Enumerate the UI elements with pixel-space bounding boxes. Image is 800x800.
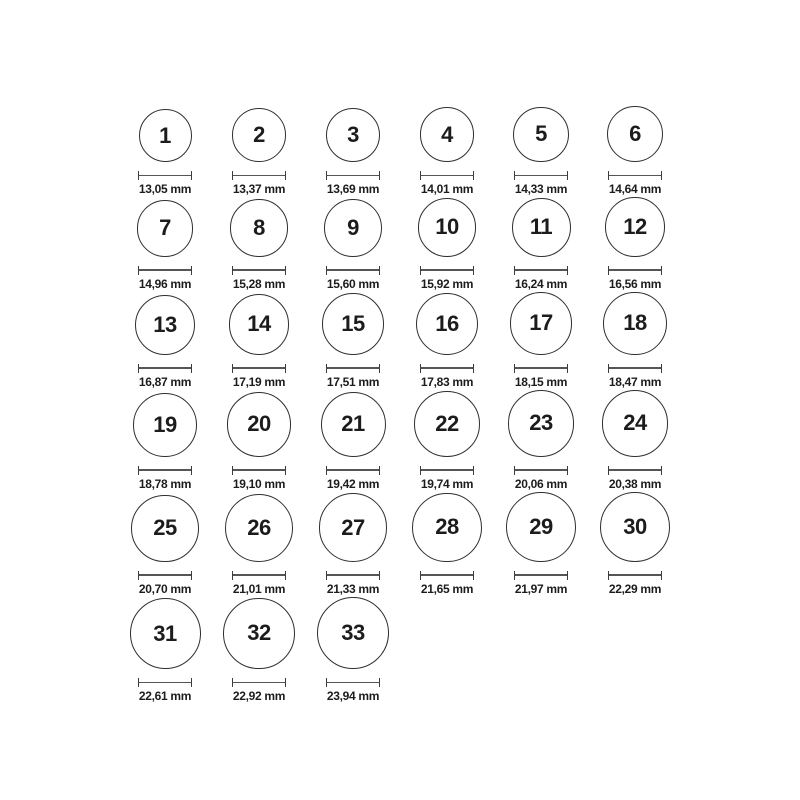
ring-size-cell (306, 392, 400, 492)
ring-diameter-label: 20,70 mm (138, 581, 192, 596)
ring-diameter-label: 22,61 mm (138, 689, 192, 704)
ring-circle (135, 295, 195, 355)
ring-circle (229, 294, 290, 355)
ring-diameter-label: 17,19 mm (232, 374, 286, 389)
ring-size-cell (494, 292, 588, 390)
ring-diameter-label: 14,64 mm (608, 182, 662, 196)
ring-size-number: 26 (247, 514, 271, 540)
ring-size-row (118, 292, 682, 390)
ring-circle (319, 493, 388, 562)
diameter-dimension-line (608, 466, 662, 475)
ring-diameter-label: 13,05 mm (138, 182, 192, 196)
ring-size-cell (494, 107, 588, 197)
diameter-dimension-line (138, 364, 192, 373)
diameter-dimension-line (420, 266, 474, 275)
ring-diameter-label: 13,69 mm (326, 182, 380, 196)
ring-size-number: 14 (247, 311, 271, 337)
ring-size-cell (118, 109, 212, 197)
ring-size-row (118, 492, 682, 597)
ring-circle (510, 292, 573, 355)
ring-diameter-label: 17,83 mm (420, 374, 474, 389)
ring-size-cell (118, 295, 212, 390)
diameter-dimension-line (514, 171, 568, 180)
ring-size-cell (212, 294, 306, 390)
ring-circle (414, 391, 480, 457)
ring-size-cell (306, 597, 400, 704)
ring-size-number: 27 (341, 514, 365, 540)
diameter-dimension-line (608, 171, 662, 180)
diameter-dimension-line (138, 171, 192, 180)
ring-size-row (118, 597, 682, 704)
diameter-dimension-line (608, 364, 662, 373)
diameter-dimension-line (420, 571, 474, 580)
ring-size-number: 20 (247, 411, 271, 437)
ring-circle (420, 107, 475, 162)
ring-circle (412, 493, 481, 562)
diameter-dimension-line (326, 571, 380, 580)
ring-size-cell (212, 108, 306, 197)
diameter-dimension-line (326, 678, 380, 687)
ring-size-cell (400, 391, 494, 492)
ring-circle (223, 598, 295, 670)
diameter-dimension-line (420, 364, 474, 373)
ring-circle (139, 109, 192, 162)
ring-size-number: 16 (435, 310, 459, 336)
ring-size-cell (588, 390, 682, 492)
ring-circle (326, 108, 380, 162)
diameter-dimension-line (420, 466, 474, 475)
diameter-dimension-line (138, 266, 192, 275)
ring-size-number: 25 (153, 515, 177, 541)
diameter-dimension-line (232, 266, 286, 275)
ring-size-number: 23 (529, 410, 553, 436)
ring-diameter-label: 16,56 mm (608, 276, 662, 291)
ring-circle (225, 494, 293, 562)
ring-circle (227, 392, 291, 456)
ring-size-number: 19 (153, 411, 177, 437)
diameter-dimension-line (420, 171, 474, 180)
ring-size-number: 33 (341, 620, 365, 646)
ring-diameter-label: 18,47 mm (608, 374, 662, 389)
ring-circle (508, 390, 574, 456)
ring-size-row (118, 106, 682, 197)
ring-size-number: 11 (529, 214, 553, 240)
ring-size-number: 30 (623, 513, 647, 539)
ring-size-number: 10 (435, 214, 459, 240)
ring-circle (321, 392, 386, 457)
ring-size-cell (118, 495, 212, 597)
ring-diameter-label: 16,24 mm (514, 276, 568, 291)
ring-diameter-label: 18,78 mm (138, 476, 192, 491)
ring-size-row (118, 197, 682, 292)
ring-size-cell (400, 107, 494, 197)
ring-diameter-label: 22,92 mm (232, 689, 286, 704)
ring-size-cell (306, 293, 400, 389)
ring-circle (230, 199, 287, 256)
ring-circle (317, 597, 389, 669)
ring-size-cell (588, 197, 682, 292)
diameter-dimension-line (326, 466, 380, 475)
ring-size-number: 7 (159, 215, 171, 241)
ring-size-number: 22 (435, 410, 459, 436)
ring-size-cell (494, 390, 588, 491)
diameter-dimension-line (232, 571, 286, 580)
ring-diameter-label: 14,96 mm (138, 276, 192, 291)
ring-circle (513, 107, 568, 162)
ring-circle (416, 293, 478, 355)
ring-size-cell (212, 598, 306, 705)
ring-diameter-label: 14,33 mm (514, 182, 568, 196)
ring-diameter-label: 22,29 mm (608, 581, 662, 596)
ring-size-cell (306, 108, 400, 197)
ring-size-cell (400, 293, 494, 390)
ring-diameter-label: 17,51 mm (326, 374, 380, 389)
diameter-dimension-line (232, 466, 286, 475)
ring-circle (512, 198, 571, 257)
ring-size-number: 6 (629, 121, 641, 146)
diameter-dimension-line (138, 571, 192, 580)
ring-size-number: 1 (159, 122, 171, 148)
ring-diameter-label: 21,65 mm (420, 581, 474, 596)
ring-size-number: 12 (623, 213, 647, 239)
diameter-dimension-line (232, 364, 286, 373)
ring-size-number: 9 (347, 214, 359, 240)
ring-size-cell (306, 199, 400, 292)
ring-size-cell (400, 198, 494, 291)
ring-size-cell (588, 292, 682, 390)
ring-size-number: 18 (623, 310, 647, 336)
ring-size-cell (494, 198, 588, 292)
ring-size-number: 2 (253, 122, 265, 148)
ring-size-cell (118, 200, 212, 292)
diameter-dimension-line (326, 171, 380, 180)
ring-size-number: 13 (153, 311, 177, 337)
ring-diameter-label: 20,38 mm (608, 476, 662, 491)
ring-size-cell (400, 493, 494, 597)
ring-size-number: 4 (441, 121, 453, 147)
ring-size-number: 29 (529, 514, 553, 540)
ring-circle (603, 292, 666, 355)
ring-circle (602, 390, 669, 457)
diameter-dimension-line (608, 266, 662, 275)
diameter-dimension-line (138, 466, 192, 475)
ring-circle (133, 393, 197, 457)
ring-circle (131, 495, 198, 562)
ring-size-cell (118, 598, 212, 704)
ring-circle (232, 108, 286, 162)
ring-diameter-label: 15,92 mm (420, 276, 474, 291)
ring-circle (605, 197, 665, 257)
ring-size-number: 8 (253, 215, 265, 240)
diameter-dimension-line (514, 266, 568, 275)
ring-diameter-label: 21,97 mm (514, 581, 568, 596)
ring-size-chart (118, 0, 682, 704)
ring-size-cell (212, 494, 306, 597)
ring-size-cell (588, 492, 682, 597)
ring-size-number: 15 (341, 311, 365, 337)
ring-circle (418, 198, 476, 256)
ring-circle (506, 492, 576, 562)
ring-circle (600, 492, 670, 562)
diameter-dimension-line (514, 571, 568, 580)
ring-circle (130, 598, 201, 669)
diameter-dimension-line (326, 266, 380, 275)
ring-diameter-label: 21,33 mm (326, 581, 380, 596)
ring-size-number: 5 (535, 121, 547, 147)
ring-diameter-label: 15,60 mm (326, 276, 380, 291)
diameter-dimension-line (232, 171, 286, 180)
diameter-dimension-line (326, 364, 380, 373)
ring-circle (607, 106, 663, 162)
diameter-dimension-line (608, 571, 662, 580)
ring-size-number: 3 (347, 121, 359, 147)
ring-diameter-label: 18,15 mm (514, 374, 568, 389)
ring-diameter-label: 19,10 mm (232, 476, 286, 491)
ring-size-cell (588, 106, 682, 197)
ring-circle (322, 293, 383, 354)
diameter-dimension-line (514, 364, 568, 373)
ring-size-cell (212, 199, 306, 291)
ring-diameter-label: 13,37 mm (232, 182, 286, 196)
ring-size-cell (306, 493, 400, 597)
ring-size-cell (212, 392, 306, 491)
ring-diameter-label: 19,74 mm (420, 476, 474, 491)
ring-diameter-label: 20,06 mm (514, 476, 568, 491)
diameter-dimension-line (232, 678, 286, 687)
ring-size-cell (118, 393, 212, 492)
ring-diameter-label: 16,87 mm (138, 374, 192, 389)
ring-circle (137, 200, 194, 257)
ring-size-number: 31 (153, 620, 177, 646)
ring-size-row (118, 390, 682, 492)
diameter-dimension-line (514, 466, 568, 475)
ring-size-number: 24 (623, 410, 647, 436)
ring-diameter-label: 21,01 mm (232, 581, 286, 596)
diameter-dimension-line (138, 678, 192, 687)
ring-size-number: 21 (341, 411, 365, 437)
ring-size-number: 28 (435, 514, 459, 540)
ring-diameter-label: 15,28 mm (232, 276, 286, 291)
ring-size-number: 32 (247, 620, 271, 646)
ring-size-cell (494, 492, 588, 597)
ring-diameter-label: 23,94 mm (326, 689, 380, 704)
ring-diameter-label: 19,42 mm (326, 476, 380, 491)
ring-size-number: 17 (529, 310, 553, 336)
ring-diameter-label: 14,01 mm (420, 182, 474, 196)
ring-circle (324, 199, 382, 257)
